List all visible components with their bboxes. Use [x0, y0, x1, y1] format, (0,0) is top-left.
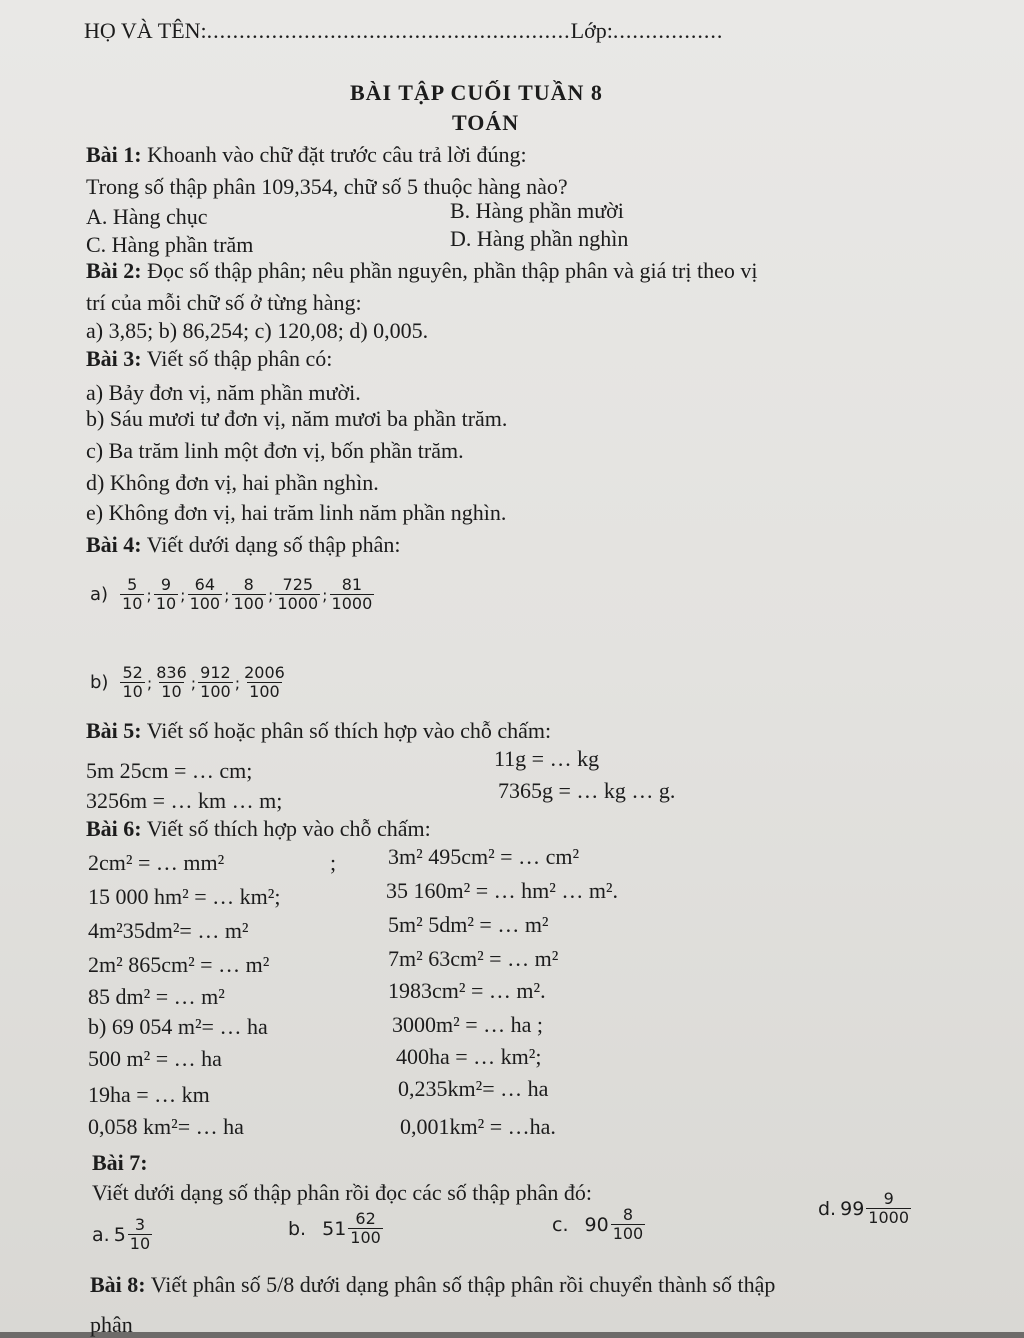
bai6-left-item: b) 69 054 m²= … ha	[88, 1014, 268, 1039]
item-label: a.	[92, 1223, 110, 1246]
bai3-item: c) Ba trăm linh một đơn vị, bốn phần trăm.	[86, 438, 464, 463]
bai5-label: Bài 5:	[86, 718, 142, 743]
item-label: d.	[818, 1197, 837, 1220]
fraction	[232, 576, 267, 614]
fraction	[866, 1190, 911, 1228]
bai6-left-item: 500 m² = … ha	[88, 1046, 222, 1071]
item-label: b.	[288, 1217, 307, 1240]
bai5-left-item: 3256m = … km … m;	[86, 788, 283, 813]
bai3-item: b) Sáu mươi tư đơn vị, năm mươi ba phần trăm.	[86, 406, 508, 431]
bai4-instruction: Viết dưới dạng số thập phân:	[146, 532, 401, 557]
bai6-left-item: 0,058 km²= … ha	[88, 1114, 244, 1139]
fraction-denominator: 100	[233, 594, 265, 614]
fraction-denominator: 10	[155, 594, 177, 614]
bai2-heading	[86, 258, 757, 284]
bai3-instruction: Viết số thập phân có:	[146, 346, 333, 371]
fraction-numerator: 836	[156, 663, 187, 682]
fraction-denominator: 10	[122, 682, 143, 702]
fraction	[611, 1206, 646, 1244]
bai6-left-item: 2cm² = … mm²	[88, 850, 225, 875]
separator: ;	[190, 673, 197, 693]
mixed-whole: 5	[113, 1223, 126, 1246]
class-label: Lớp:	[570, 18, 613, 43]
fraction-numerator: 8	[243, 575, 254, 594]
separator: ;	[146, 585, 152, 605]
bai4-part-a	[90, 576, 376, 614]
separator: ;	[234, 673, 241, 693]
bai1-option-a: A. Hàng chục	[86, 204, 208, 229]
fraction	[198, 664, 233, 702]
fraction	[128, 1216, 152, 1254]
fraction-denominator: 1000	[277, 594, 319, 614]
bai6-left-item: 15 000 hm² = … km²;	[88, 884, 281, 909]
bai2-instruction-1: Đọc số thập phân; nêu phần nguyên, phần thập phân và giá trị theo vị	[147, 258, 758, 283]
bai6-instruction: Viết số thích hợp vào chỗ chấm:	[146, 816, 431, 841]
name-label: HỌ VÀ TÊN:	[84, 18, 207, 43]
fraction	[188, 576, 223, 614]
fraction-numerator: 5	[127, 575, 138, 594]
fraction-numerator: 3	[134, 1215, 146, 1234]
bai8-text: Viết phân số 5/8 dưới dạng phân số thập phân rồi chuyển thành số thập	[150, 1272, 776, 1297]
fraction-numerator: 2006	[244, 663, 285, 682]
fraction	[120, 576, 144, 614]
bai7-heading	[92, 1150, 148, 1176]
fraction-denominator: 1000	[868, 1208, 910, 1228]
fraction	[120, 664, 144, 702]
bai1-label: Bài 1:	[86, 142, 142, 167]
fraction	[275, 576, 320, 614]
name-dots: ........................................................	[206, 18, 571, 43]
fraction-denominator: 10	[129, 1234, 151, 1254]
bai3-item: d) Không đơn vị, hai phần nghìn.	[86, 470, 379, 495]
bai6-left-item: 2m² 865cm² = … m²	[88, 952, 270, 977]
fraction	[330, 576, 375, 614]
worksheet-title: BÀI TẬP CUỐI TUẦN 8	[350, 80, 603, 105]
bai6-label: Bài 6:	[86, 816, 142, 841]
bai8-heading	[90, 1272, 775, 1298]
mixed-whole: 51	[322, 1217, 347, 1240]
bai5-right-item: 11g = … kg	[494, 746, 600, 771]
bai1-instruction: Khoanh vào chữ đặt trước câu trả lời đúng:	[147, 142, 527, 167]
bai3-item: a) Bảy đơn vị, năm phần mười.	[86, 380, 361, 405]
header-line	[84, 18, 723, 44]
separator: ;	[268, 585, 274, 605]
fraction	[242, 664, 287, 702]
bai8-text-2: phân	[90, 1312, 133, 1337]
bai4-part-b-label: b)	[90, 672, 109, 694]
fraction-denominator: 100	[200, 682, 231, 702]
bai1-option-c: C. Hàng phần trăm	[86, 232, 254, 257]
fraction-denominator: 10	[122, 594, 143, 614]
bai2-items: a) 3,85; b) 86,254; c) 120,08; d) 0,005.	[86, 318, 429, 343]
fraction	[348, 1210, 383, 1248]
fraction-numerator: 912	[200, 663, 231, 682]
bai2-instruction-2: trí của mỗi chữ số ở từng hàng:	[86, 290, 362, 315]
fraction-denominator: 1000	[331, 594, 373, 614]
bai5-instruction: Viết số hoặc phân số thích hợp vào chỗ chấm:	[146, 718, 552, 743]
fraction-denominator: 100	[189, 594, 221, 614]
separator: ;	[224, 585, 230, 605]
fraction-numerator: 9	[883, 1189, 894, 1208]
bai7-label: Bài 7:	[92, 1150, 148, 1175]
fraction-numerator: 52	[122, 663, 143, 682]
class-dots: .................	[612, 18, 724, 43]
fraction	[154, 576, 178, 614]
bai6-right-item: 0,001km² = …ha.	[400, 1114, 556, 1139]
bai7-item-b	[288, 1210, 385, 1248]
bai1-option-d: D. Hàng phần nghìn	[450, 226, 629, 251]
bai6-right-item: 1983cm² = … m².	[388, 978, 546, 1003]
bai5-left-item: 5m 25cm = … cm;	[86, 758, 253, 783]
separator: ;	[180, 585, 186, 605]
bai1-heading	[86, 142, 527, 168]
bai4-part-a-label: a)	[90, 584, 109, 606]
bai6-right-item: 3000m² = … ha ;	[392, 1012, 543, 1037]
mixed-whole: 99	[840, 1197, 865, 1220]
bai6-right-item: 0,235km²= … ha	[398, 1076, 549, 1101]
bai2-label: Bài 2:	[86, 258, 142, 283]
item-label: c.	[552, 1213, 569, 1236]
bai6-semicolon: ;	[330, 850, 337, 875]
fraction-numerator: 64	[194, 575, 216, 594]
bai8-label: Bài 8:	[90, 1272, 146, 1297]
fraction-denominator: 100	[612, 1224, 644, 1244]
separator: ;	[322, 585, 328, 605]
bai6-left-item: 85 dm² = … m²	[88, 984, 225, 1009]
bai3-label: Bài 3:	[86, 346, 142, 371]
fraction	[154, 664, 189, 702]
mixed-whole: 90	[584, 1213, 609, 1236]
separator: ;	[146, 673, 153, 693]
bai1-option-b: B. Hàng phần mười	[450, 198, 624, 223]
bai5-right-item: 7365g = … kg … g.	[498, 778, 676, 803]
bai3-heading	[86, 346, 332, 372]
bai6-left-item: 4m²35dm²= … m²	[88, 918, 249, 943]
bai6-right-item: 5m² 5dm² = … m²	[388, 912, 549, 937]
bai5-heading	[86, 718, 551, 744]
bai3-item: e) Không đơn vị, hai trăm linh năm phần nghìn.	[86, 500, 507, 525]
fraction-numerator: 9	[160, 575, 172, 594]
bai7-instruction: Viết dưới dạng số thập phân rồi đọc các số thập phân đó:	[92, 1180, 593, 1205]
bai6-left-item: 19ha = … km	[88, 1082, 210, 1107]
fraction-denominator: 10	[161, 682, 182, 702]
bai6-right-item: 7m² 63cm² = … m²	[388, 946, 559, 971]
bai7-item-d	[818, 1190, 913, 1228]
fraction-numerator: 62	[355, 1209, 376, 1228]
bai1-question: Trong số thập phân 109,354, chữ số 5 thuộc hàng nào?	[86, 174, 568, 199]
fraction-denominator: 100	[249, 682, 280, 702]
fraction-denominator: 100	[350, 1228, 381, 1248]
bai4-part-b	[90, 664, 289, 702]
bai6-heading	[86, 816, 431, 842]
bai6-right-item: 400ha = … km²;	[396, 1044, 542, 1069]
fraction-numerator: 8	[622, 1205, 634, 1224]
fraction-numerator: 81	[341, 575, 363, 594]
bai7-item-a	[92, 1216, 154, 1254]
bai6-right-item: 3m² 495cm² = … cm²	[388, 844, 580, 869]
bai4-label: Bài 4:	[86, 532, 142, 557]
subject-title: TOÁN	[452, 110, 520, 135]
fraction-numerator: 725	[282, 575, 314, 594]
bai7-item-c	[552, 1206, 647, 1244]
bai6-right-item: 35 160m² = … hm² … m².	[386, 878, 619, 903]
bai4-heading	[86, 532, 401, 558]
